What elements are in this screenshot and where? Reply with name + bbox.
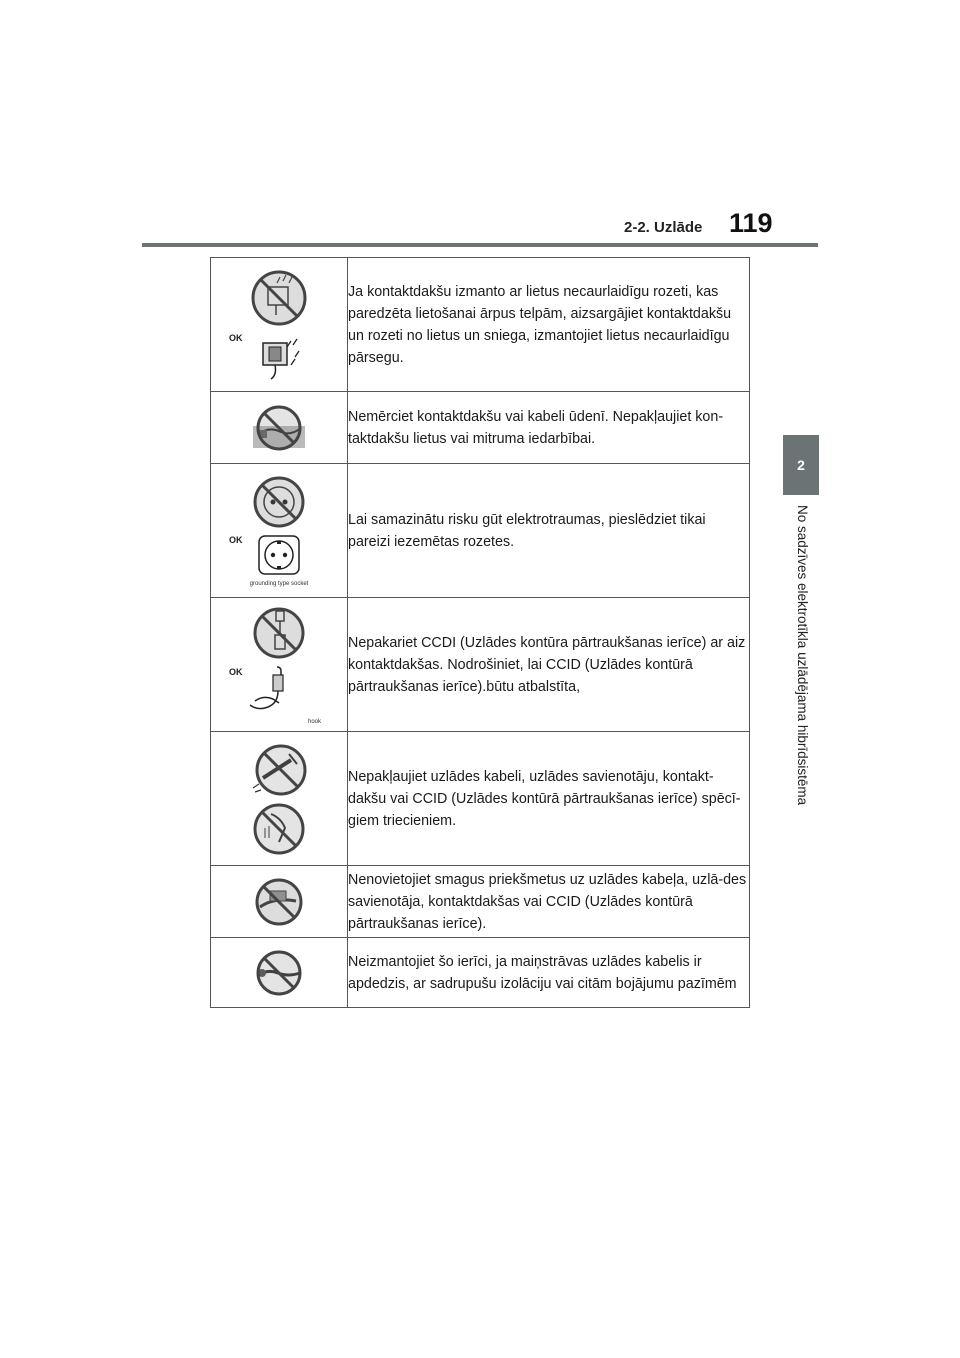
page-number: 119	[729, 208, 773, 238]
prohibited-water-icon	[251, 404, 307, 452]
icon-cell	[211, 464, 348, 598]
warning-text: Nenovietojiet smagus priekšmetus uz uzlādes kabeļa, uzlā-des savienotāja, kontaktdakšas vai CCID (Uzlādes kontūrā pārtraukšanas ierīce).	[348, 866, 750, 938]
table-row	[211, 866, 750, 938]
table-row	[211, 938, 750, 1008]
page-header	[0, 0, 960, 250]
table-row	[211, 598, 750, 732]
ccid-on-hook-icon	[247, 665, 311, 715]
grounding-caption: grounding type socket	[249, 580, 309, 587]
section-title: 2-2. Uzlāde	[624, 219, 703, 236]
prohibited-heavy-object-icon	[252, 877, 306, 927]
icon-cell	[211, 258, 348, 392]
table-row	[211, 732, 750, 866]
icon-cell	[211, 732, 348, 866]
ok-label: OK	[229, 666, 243, 677]
ok-label: OK	[229, 332, 243, 343]
warning-text: Nemērciet kontaktdakšu vai kabeli ūdenī. Nepakļaujiet kon-taktdakšu lietus vai mitruma iedarbībai.	[348, 392, 750, 464]
warning-text: Lai samazinātu risku gūt elektrotraumas, pieslēdziet tikai pareizi iezemētas rozetes.	[348, 464, 750, 598]
chapter-side-title-text: No sadzīves elektrotīkla uzlādējama hibrīdsistēma	[795, 505, 810, 806]
prohibited-outdoor-socket-icon	[250, 269, 308, 327]
prohibited-impact-icon	[249, 742, 309, 798]
warning-text: Nepakļaujiet uzlādes kabeli, uzlādes savienotāju, kontakt-dakšu vai CCID (Uzlādes kontūrā pārtraukšanas ierīce) spēcī-giem triecieniem.	[348, 732, 750, 866]
ok-label: OK	[229, 534, 243, 545]
icon-cell	[211, 938, 348, 1008]
header-divider	[142, 243, 818, 247]
grounding-socket-icon	[256, 533, 302, 577]
prohibited-damaged-cable-icon	[252, 949, 306, 997]
prohibited-ungrounded-socket-icon	[252, 475, 306, 529]
icon-cell	[211, 598, 348, 732]
warning-text: Nepakariet CCDI (Uzlādes kontūra pārtraukšanas ierīce) ar aiz kontaktdakšas. Nodrošiniet, lai CCID (Uzlādes kontūrā pārtraukšanas ierīce).būtu atbalstīta,	[348, 598, 750, 732]
icon-cell	[211, 866, 348, 938]
warning-text: Neizmantojiet šo ierīci, ja maiņstrāvas uzlādes kabelis ir apdedzis, ar sadrupušu izolāciju vai citām bojājumu pazīmēm	[348, 938, 750, 1008]
table-row	[211, 464, 750, 598]
chapter-tab: 2	[783, 435, 819, 495]
prohibited-dropping-icon	[251, 802, 307, 856]
chapter-side-title	[784, 505, 818, 845]
table-row	[211, 258, 750, 392]
prohibited-hanging-ccid-icon	[252, 605, 306, 661]
warning-text: Ja kontaktdakšu izmanto ar lietus necaurlaidīgu rozeti, kas paredzēta lietošanai ārpus telpām, aizsargājiet kontaktdakšu un rozeti no lietus un sniega, izmantojiet lietus necaurlaidīgu pārsegu.	[348, 258, 750, 392]
hook-caption: hook	[307, 718, 321, 725]
covered-outdoor-socket-icon	[251, 331, 307, 381]
table-row	[211, 392, 750, 464]
icon-cell	[211, 392, 348, 464]
warning-table	[210, 257, 750, 1008]
